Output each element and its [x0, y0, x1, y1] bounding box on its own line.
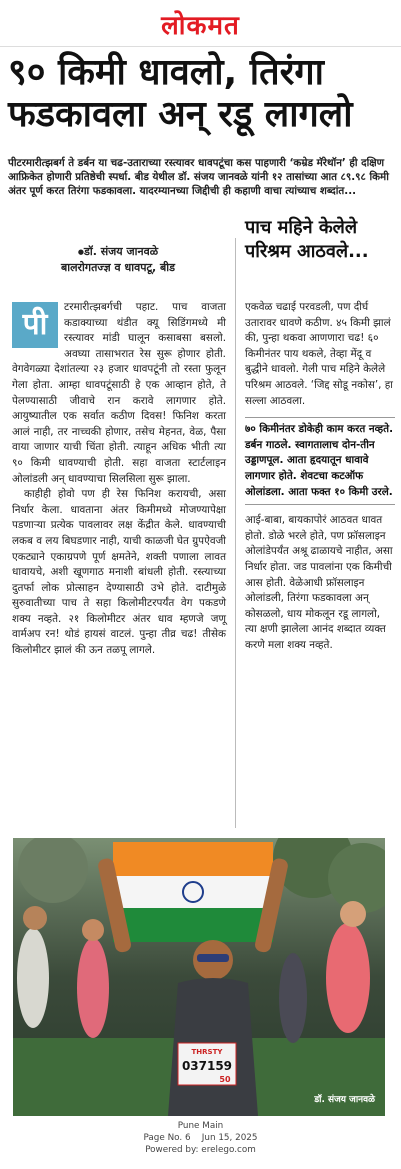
- sidebar-body: [245, 300, 395, 661]
- footer-page-date: [0, 1132, 401, 1144]
- author-name: ● डॉ. संजय जानवळे: [18, 244, 218, 260]
- author-role: बालरोगतज्ज्ञ व धावपटू, बीड: [60, 261, 176, 274]
- page-footer: [0, 1120, 401, 1156]
- deck-summary: पीटरमारीत्झबर्ग ते डर्बन या चढ-उताराच्या रस्त्यावर धावपटूंचा कस पाहणारी ‘कम्रेड मॅरेथॉन’ ही दक्षिण आफ्रिकेत होणारी प्रतिष्ठेची स्पर्धा. बीड येथील डॉ. संजय जानवळे यांनी १२ तासांच्या आत ८९.९८ किमी अंतर पूर्ण करत तिरंगा फडकावला. यादरम्यानच्या जिद्दीची ही कहाणी वाचा त्यांच्याच शब्दांत...: [8, 157, 389, 197]
- column-divider: [235, 238, 236, 828]
- bib-number: 037159: [181, 1059, 233, 1073]
- bib-brand: THRSTY: [191, 1048, 223, 1056]
- sidebar-heading: पाच महिने केलेले परिश्रम आठवले...: [245, 217, 369, 262]
- footer-edition: Pune Main: [177, 1121, 224, 1131]
- article-body: [12, 300, 226, 659]
- sidebar-paragraph-1: एकवेळ चढाई परवडली, पण दीर्घ उतारावर धावणे कठीण. ४५ किमी झालं की, पुन्हा थकवा आणणारा चढ! ६० किमीनंतर पाय थकले, तेव्हा मेंदू व बुद्धीने धावलो. गेली पाच महिने केलेले परिश्रम आठवले. ‘जिद्द सोडू नकोस’, हा सल्ला आठवला.: [245, 301, 393, 407]
- headline-line-2: फडकावला अन् रडू लागलो: [8, 94, 353, 135]
- headline: [8, 52, 394, 136]
- bib-tag: 50: [219, 1075, 231, 1084]
- footer-date: Jun 15, 2025: [201, 1133, 258, 1143]
- byline: [18, 244, 218, 276]
- runner-photo: [13, 838, 385, 1116]
- drop-cap: पी: [12, 302, 58, 348]
- newspaper-logo: लोकमत: [161, 11, 240, 41]
- sidebar-paragraph-3: आई-बाबा, बायकापोरं आठवत धावत होतो. डोळे भरले होते, पण फ्रॉसलाइन ओलांडेपर्यंत अश्रू ढाळायचे नाहीत, असा निर्धार होता. जड पावलांना एक किमीची आस होती. वेळेआधी फ्रॉसलाइन ओलांडली, तिरंगा फडकावला अन् कोसळलो, धाय मोकलून रडू लागलो, त्या क्षणी झालेला आनंद शब्दात व्यक्त करणे मला शक्य नव्हते.: [245, 514, 393, 651]
- headline-line-1: ९० किमी धावलो, तिरंगा: [8, 52, 324, 93]
- article-paragraph-2: काहीही होवो पण ही रेस फिनिश करायची, असा निर्धार केला. धावताना अंतर किमीमध्ये मोजण्यापेक्षा पडणाऱ्या प्रत्येक पावलावर लक्ष केंद्रीत केले. धावण्याची लकब व लय बिघडणार नाही, याची काळजी घेत ग्रुपऐवजी एकट्याने एकाग्रपणे पूर्ण क्षमतेने, शक्ती पणाला लावत धावायचे, अशी खूणगाठ मनाशी बांधली होती. रस्त्याच्या दुतर्फा लोक प्रोत्साहन देण्यासाठी उभे होते. दाटीमुळे सुरुवातीच्या पाच ते सहा किलोमीटरपर्यंत वेग पकडणे शक्य नव्हते. २१ किलोमीटर अंतर धाव म्हणजे जणू वार्मअप रन! थोडं हायसं वाटलं. पुन्हा तीव्र चढ! तीसेक किलोमीटर झालं की ऊन तळपू लागले.: [12, 488, 226, 657]
- sidebar-highlight: ७० किमीनंतर डोकेही काम करत नव्हते. डर्बन गाठले. स्वागतालाच दोन-तीन उड्डाणपूल. आता हृदयातून धावावे लागणार होते. शेवटचा कटऑफ ओलांडला. आता फक्त १० किमी उरले.: [245, 417, 395, 505]
- footer-powered-by: Powered by: erelego.com: [145, 1145, 256, 1155]
- photo-caption: डॉ. संजय जानवळे: [314, 1095, 375, 1105]
- photo-illustration: [13, 838, 385, 1116]
- masthead: [0, 0, 401, 47]
- footer-page-number: Page No. 6: [143, 1133, 191, 1143]
- article-paragraph-1: टरमारीत्झबर्गची पहाट. पाच वाजता कडाक्याच्या थंडीत क्यू सिडिंगमध्ये मी रस्त्यावर मांडी घालून कसाबसा बसलो. अवघ्या तासाभरात रेस सुरू होणार होती. वेगवेगळ्या देशांतल्या २३ हजार धावपटूंनी तो रस्ता फुलून गेला होता. आम्हा धावपटूंसाठी हे एक आव्हान होते, ते पेलण्यासाठी जीवाचे रान करावे लागणार होते. आयुष्यातील एक सर्वात कठीण दिवस! फिनिश करता आलं नाही, तर नाच्चकी होणार, तसेच मेहनत, वेळ, पैसा वाया जाणार याची चिंता होती. त्याहून अधिक भीती त्या ९० किमी धावण्याची होती. सहा वाजता स्टार्टलाइन ओलांडली अन् धावण्याचा सिलसिला सुरू झाला.: [12, 301, 226, 485]
